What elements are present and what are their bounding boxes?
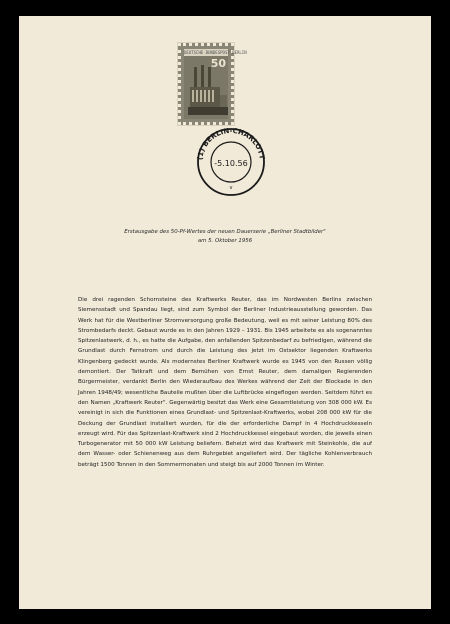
body-paragraph: Die drei ragenden Schornsteine des Kraftwerks Reuter, das im Nordwesten Berlins zwischen Siemensstadt und Spandau liegt, sind zum Symbol der Berliner Industrieausstellung geworden. Das Werk hat für die Westberliner Stromversorgung große Bedeutung, weil es mit seiner Leistung 80% des Strombedarfs deckt. Gebaut wurde es in den Jahren 1929 – 1931. Bis 1945 arbeitete es als sogenanntes Spitzenlastwerk, d. h., es hatte die Aufgabe, den anfallenden Spitzenbedarf zu befriedigen, während die Grundlast durch Fernstrom und durch die Leistung des jetzt im Ostsektor liegenden Kraftwerks Klingenberg gedeckt wurde. Als modernstes Berliner Kraftwerk wurde es 1945 von den Russen völlig demontiert. Der Tatkraft und dem Bemühen von Ernst Reuter, dem damaligen Regierenden Bürgermeister, verdankt Berlin den Wiederaufbau des Werkes während der Zeit der Blockade in den Jahren 1948/49; wesentliche Bauteile mußten über die Luftbrücke eingeflogen werden. Seitdem führt es den Namen „Kraftwerk Reuter". Gegenwärtig besitzt das Werk eine Gesamtleistung von 308 000 kW. Es vereinigt in sich die Funktionen eines Grundlast- und Spitzenlast-Kraftwerks, wobei 208 000 kW für die Deckung der Grundlast installiert wurden, für die der erforderliche Dampf in 4 Hochdruckkesseln erzeugt wird. Für das Spitzenlast-Kraftwerk sind 2 Hochdruckkessel eingebaut worden, die jeweils einen Turbogenerator mit 50 000 kW Leistung beliefern. Beheizt wird das Kraftwerk mit Steinkohle, die auf dem Wasser- oder Schienenweg aus dem Ruhrgebiet angeliefert wird. Der tägliche Kohlenverbrauch beträgt 1500 Tonnen in den Sommermonaten und steigt bis auf 2000 Tonnen im Winter. <box>78 297 372 468</box>
postmark <box>186 112 276 202</box>
stamp-inscription: DEUTSCHE BUNDESPOST BERLIN <box>184 50 247 55</box>
body-text <box>78 295 372 470</box>
postmark-date: -5.10.56 <box>214 159 248 168</box>
svg-text:(1) BERLIN-CHARLOTTENBURG 2 <box>183 106 266 160</box>
stamp-value: 50 <box>210 57 226 70</box>
postmark-ring-text: (1) BERLIN-CHARLOTT <box>196 126 266 161</box>
postmark-code: v <box>229 185 233 191</box>
stamp-image <box>184 49 247 119</box>
power-plant-icon <box>188 63 228 115</box>
caption-line-1: Erstausgabe des 50-Pf-Wertes der neuen Dauerserie „Berliner Stadtbilder" <box>124 229 326 235</box>
caption-line-2: am 5. Oktober 1956 <box>197 238 253 244</box>
